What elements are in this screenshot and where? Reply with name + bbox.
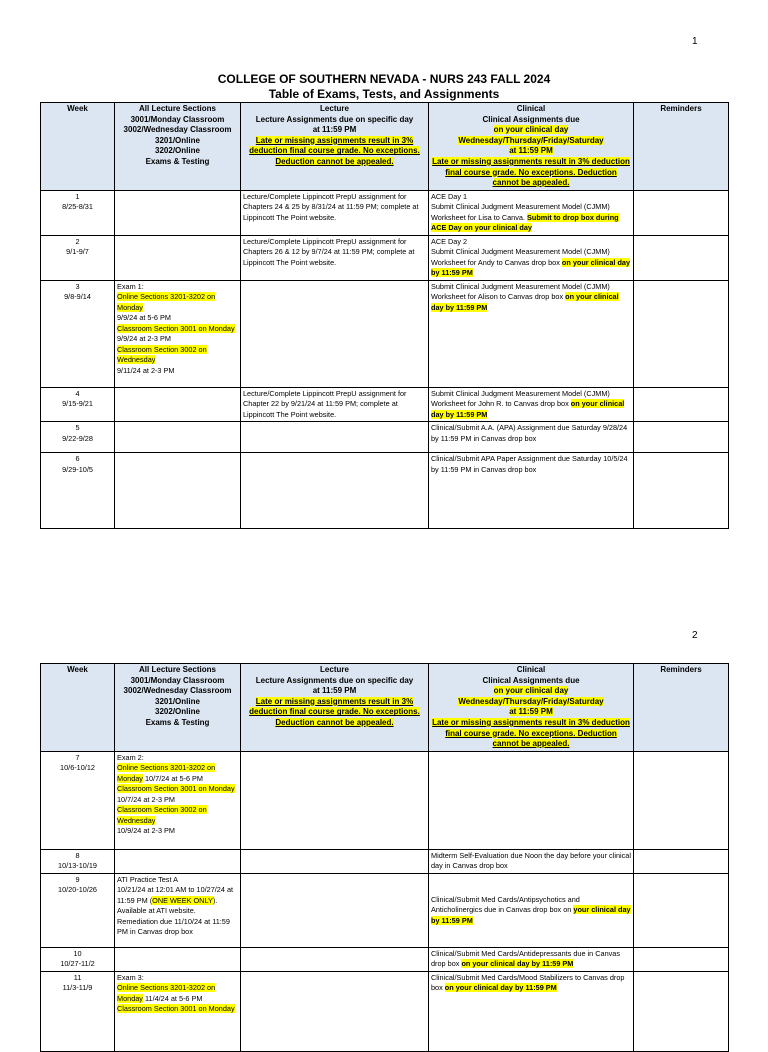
schedule-table-page-1 (40, 102, 729, 529)
header-line: Clinical Assignments due (482, 114, 580, 124)
week-cell (41, 387, 115, 422)
lecture-cell (241, 453, 429, 529)
reminders-cell (634, 235, 729, 280)
header-line: Lecture Assignments due on specific day (255, 114, 414, 124)
table-row (41, 873, 729, 947)
lecture-cell: Lecture/Complete Lippincott PrepU assignment for Chapters 26 & 12 by 9/7/24 at 11:59 PM; complete at Lippincott The Point website. (241, 235, 429, 280)
header-reminders: Reminders (634, 103, 729, 191)
header-line: Exams & Testing (145, 717, 210, 727)
reminders-cell (634, 751, 729, 849)
exam-cell (115, 971, 241, 1051)
header-line: Wednesday/Thursday/Friday/Saturday (458, 696, 604, 706)
header-clinical (429, 103, 634, 191)
header-line: at 11:59 PM (312, 125, 357, 135)
exam-time: 9/9/24 at 5-6 PM (117, 313, 171, 323)
table-row (41, 235, 729, 280)
table-row (41, 947, 729, 971)
reminders-cell (634, 190, 729, 235)
table-row (41, 453, 729, 529)
week-dates: 9/1-9/7 (66, 247, 89, 257)
week-number: 1 (75, 191, 80, 201)
exam-cell (115, 280, 241, 387)
table-row (41, 387, 729, 422)
lecture-cell: Lecture/Complete Lippincott PrepU assignment for Chapter 22 by 9/21/24 at 11:59 PM; complete at Lippincott The Point website. (241, 387, 429, 422)
lecture-cell (241, 873, 429, 947)
table-row (41, 422, 729, 453)
reminders-cell (634, 947, 729, 971)
exam-time: 9/9/24 at 2-3 PM (117, 334, 171, 344)
table-row (41, 751, 729, 849)
reminders-cell (634, 387, 729, 422)
reminders-cell (634, 971, 729, 1051)
header-line: Exams & Testing (145, 156, 210, 166)
exam-cell (115, 947, 241, 971)
header-line: All Lecture Sections (139, 665, 216, 674)
week-dates: 10/13-10/19 (58, 861, 97, 871)
header-line: at 11:59 PM (509, 707, 553, 717)
week-number: 2 (75, 236, 80, 246)
header-line: Clinical (516, 665, 546, 674)
exam-cell (115, 235, 241, 280)
clinical-highlight: on your clinical day by 11:59 PM (431, 292, 619, 312)
clinical-cell (429, 971, 634, 1051)
clinical-cell: Clinical/Submit APA Paper Assignment due Saturday 10/5/24 by 11:59 PM in Canvas drop box (429, 453, 634, 529)
table-header-row (41, 664, 729, 752)
week-dates: 9/29-10/5 (62, 464, 93, 474)
week-cell (41, 751, 115, 849)
late-warning: Late or missing assignments result in 3% deduction final course grade. No exceptions. Deduction cannot be appealed. (249, 696, 420, 727)
header-clinical (429, 664, 634, 752)
clinical-text: Clinical/Submit Med Cards/Mood Stabilizers to Canvas drop box (431, 972, 625, 993)
header-line: 3002/Wednesday Classroom (123, 686, 232, 696)
header-week: Week (41, 103, 115, 191)
exam-section: Classroom Section 3001 on Monday (117, 1004, 235, 1014)
table-row (41, 971, 729, 1051)
header-lecture (241, 103, 429, 191)
header-line: Clinical Assignments due (482, 675, 580, 685)
clinical-highlight: on your clinical day by 11:59 PM (431, 399, 625, 419)
exam-time: 10/7/24 at 2-3 PM (117, 794, 176, 804)
week-dates: 10/6-10/12 (60, 763, 95, 773)
reminders-cell (634, 422, 729, 453)
exam-time: 9/11/24 at 2-3 PM (117, 365, 175, 375)
header-lecture-sections (115, 664, 241, 752)
week-cell (41, 873, 115, 947)
clinical-cell (429, 190, 634, 235)
header-line: 3001/Monday Classroom (130, 675, 225, 685)
clinical-text: Clinical/Submit Med Cards/Antidepressants due in Canvas drop box (431, 948, 620, 969)
clinical-cell (429, 947, 634, 971)
week-dates: 9/8-9/14 (64, 292, 91, 302)
exam-section: Classroom Section 3002 on Wednesday (117, 805, 207, 825)
exam-text: 10/21/24 at 12:01 AM to 10/27/24 at 11:59 PM ( (117, 885, 234, 905)
clinical-cell: Clinical/Submit A.A. (APA) Assignment due Saturday 9/28/24 by 11:59 PM in Canvas drop box (429, 422, 634, 453)
exam-section: Online Sections 3201-3202 on Monday (117, 292, 216, 312)
week-dates: 8/25-8/31 (62, 202, 93, 212)
exam-highlight: ONE WEEK ONLY (152, 895, 213, 905)
table-row (41, 280, 729, 387)
lecture-cell: Lecture/Complete Lippincott PrepU assignment for Chapters 24 & 25 by 8/31/24 at 11:59 PM; complete at Lippincott The Point website. (241, 190, 429, 235)
header-line: Clinical (516, 104, 546, 113)
week-number: 8 (75, 850, 80, 860)
reminders-cell (634, 453, 729, 529)
week-number: 3 (75, 281, 80, 291)
clinical-text: Submit Clinical Judgment Measurement Model (CJMM) Worksheet for Alison to Canvas drop box (431, 281, 610, 302)
table-row (41, 849, 729, 873)
document-title: COLLEGE OF SOUTHERN NEVADA - NURS 243 FALL 2024 (217, 72, 551, 86)
table-row (41, 190, 729, 235)
header-line: 3201/Online (155, 135, 200, 145)
header-line: on your clinical day (493, 125, 569, 135)
page-number: 1 (692, 36, 698, 47)
late-warning: Late or missing assignments result in 3% deduction final course grade. No exceptions. Deduction cannot be appealed. (432, 156, 630, 188)
reminders-cell (634, 280, 729, 387)
document-subtitle: Table of Exams, Tests, and Assignments (268, 87, 500, 101)
schedule-table-page-2 (40, 663, 729, 1052)
exam-title: ATI Practice Test A (117, 874, 178, 884)
header-lecture-sections (115, 103, 241, 191)
exam-section: Online Sections 3201-3202 on Monday (117, 983, 216, 1003)
header-reminders: Reminders (634, 664, 729, 752)
week-cell (41, 235, 115, 280)
reminders-cell (634, 849, 729, 873)
week-cell (41, 453, 115, 529)
lecture-cell (241, 422, 429, 453)
exam-title: Exam 3: (117, 972, 144, 982)
week-number: 11 (73, 972, 82, 982)
exam-section: Classroom Section 3001 on Monday (117, 323, 235, 333)
clinical-text: Submit Clinical Judgment Measurement Model (CJMM) Worksheet for Andy to Canvas drop box (431, 247, 610, 267)
week-cell (41, 280, 115, 387)
clinical-highlight: your clinical day by 11:59 PM (431, 905, 631, 925)
week-dates: 10/20-10/26 (58, 885, 97, 895)
late-warning: Late or missing assignments result in 3% deduction final course grade. No exceptions. Deduction cannot be appealed. (249, 135, 420, 166)
header-line: Lecture (320, 665, 349, 674)
header-line: 3202/Online (155, 146, 200, 156)
reminders-cell (634, 873, 729, 947)
clinical-highlight: on your clinical day by 11:59 PM (444, 983, 557, 993)
exam-text: ). Available at ATI website. Remediation due 11/10/24 at 11:59 PM in Canvas drop box (117, 895, 230, 937)
week-dates: 9/22-9/28 (62, 433, 93, 443)
exam-cell (115, 190, 241, 235)
clinical-cell (429, 235, 634, 280)
clinical-text: Clinical/Submit Med Cards/Antipsychotics and Anticholinergics due in Canvas drop box on (431, 894, 580, 914)
exam-time: 10/7/24 at 5-6 PM (145, 773, 204, 783)
header-line: on your clinical day (493, 686, 569, 696)
exam-cell (115, 422, 241, 453)
lecture-cell (241, 280, 429, 387)
clinical-highlight: Submit to drop box during ACE Day on your clinical day (431, 212, 619, 233)
week-cell (41, 947, 115, 971)
week-number: 10 (73, 948, 82, 958)
clinical-highlight: on your clinical day by 11:59 PM (461, 959, 574, 969)
exam-section: Classroom Section 3002 on Wednesday (117, 344, 207, 365)
clinical-cell: Midterm Self-Evaluation due Noon the day before your clinical day in Canvas drop box (429, 849, 634, 873)
table-header-row (41, 103, 729, 191)
header-line: Lecture Assignments due on specific day (255, 675, 414, 685)
clinical-text: Submit Clinical Judgment Measurement Model (CJMM) Worksheet for Lisa to Canva. (431, 202, 610, 222)
exam-cell (115, 751, 241, 849)
week-cell (41, 422, 115, 453)
week-dates: 11/3-11/9 (62, 983, 93, 993)
lecture-cell (241, 947, 429, 971)
clinical-text: ACE Day 2 (431, 236, 468, 246)
lecture-cell (241, 849, 429, 873)
header-line: 3001/Monday Classroom (130, 114, 225, 124)
exam-cell (115, 849, 241, 873)
week-number: 6 (75, 454, 80, 464)
clinical-cell (429, 280, 634, 387)
exam-cell (115, 387, 241, 422)
header-week: Week (41, 664, 115, 752)
exam-section: Classroom Section 3001 on Monday (117, 784, 235, 794)
clinical-cell (429, 873, 634, 947)
exam-time: 11/4/24 at 5-6 PM (145, 993, 203, 1003)
week-number: 5 (75, 423, 80, 433)
clinical-highlight: on your clinical day by 11:59 PM (431, 257, 631, 278)
week-cell (41, 971, 115, 1051)
header-line: All Lecture Sections (139, 104, 216, 113)
exam-cell (115, 453, 241, 529)
late-warning: Late or missing assignments result in 3% deduction final course grade. No exceptions. Deduction cannot be appealed. (432, 717, 630, 749)
week-cell (41, 849, 115, 873)
exam-section: Online Sections 3201-3202 on Monday (117, 763, 216, 783)
header-line: at 11:59 PM (509, 146, 553, 156)
exam-time: 10/9/24 at 2-3 PM (117, 826, 176, 836)
week-number: 9 (75, 874, 80, 884)
week-dates: 9/15-9/21 (62, 399, 93, 409)
week-dates: 10/27-11/2 (60, 959, 95, 969)
header-line: 3202/Online (155, 707, 200, 717)
lecture-cell (241, 971, 429, 1051)
header-line: Lecture (320, 104, 349, 113)
clinical-text: Submit Clinical Judgment Measurement Model (CJMM) Worksheet for John R. to Canvas drop box (431, 388, 610, 409)
week-number: 7 (75, 752, 80, 762)
exam-title: Exam 1: (117, 281, 144, 291)
clinical-text: ACE Day 1 (431, 191, 468, 201)
clinical-cell (429, 387, 634, 422)
header-line: 3201/Online (155, 696, 200, 706)
lecture-cell (241, 751, 429, 849)
exam-cell (115, 873, 241, 947)
week-cell (41, 190, 115, 235)
header-line: at 11:59 PM (312, 686, 357, 696)
header-line: Wednesday/Thursday/Friday/Saturday (458, 135, 604, 145)
header-line: 3002/Wednesday Classroom (123, 125, 232, 135)
clinical-cell (429, 751, 634, 849)
week-number: 4 (75, 388, 80, 398)
header-lecture (241, 664, 429, 752)
page-number: 2 (692, 630, 698, 641)
exam-title: Exam 2: (117, 752, 144, 762)
